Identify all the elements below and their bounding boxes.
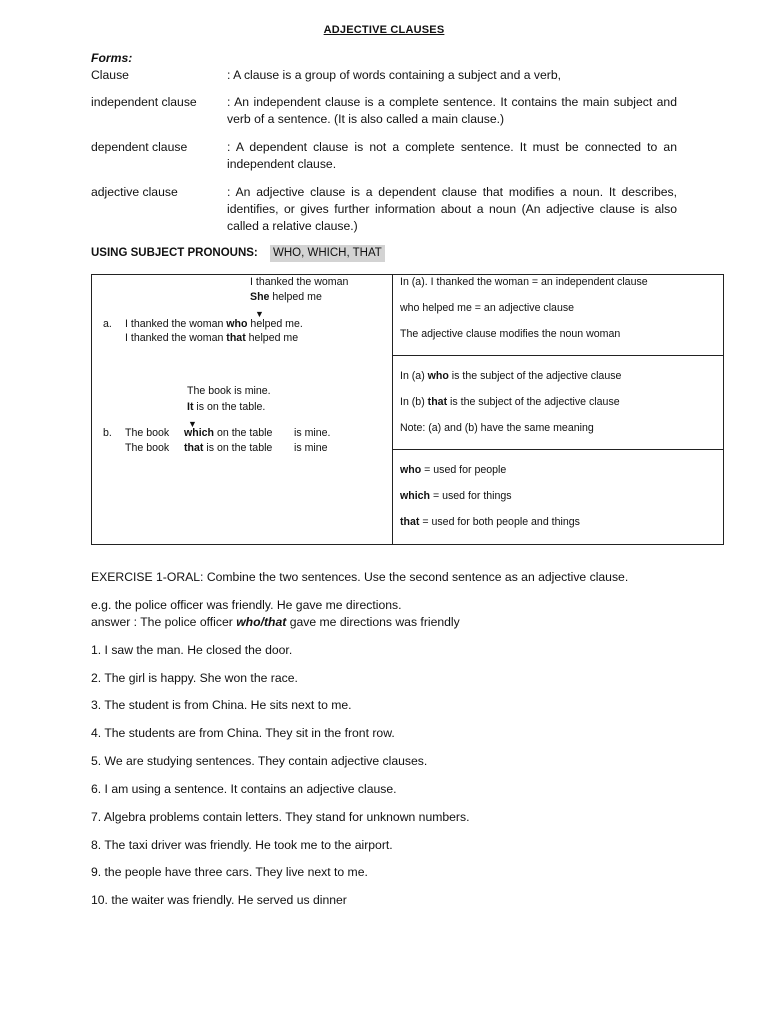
usage-line: that = used for both people and things (400, 516, 580, 528)
example-b-sentence-1: The book is mine. (187, 385, 271, 397)
example-a-sentence-2: She helped me (250, 291, 322, 303)
explanation-line: Note: (a) and (b) have the same meaning (400, 422, 594, 434)
definition-text: : A clause is a group of words containing a subject and a verb, (227, 68, 562, 82)
example-b-combined-2-start: The book (125, 442, 170, 454)
example-b-combined-1-clause: which on the table (184, 427, 273, 439)
arrow-down-icon: ▼ (188, 419, 197, 429)
exercise-item: 3. The student is from China. He sits next to me. (91, 698, 352, 712)
exercise-answer: answer : The police officer who/that gave me directions was friendly (91, 615, 460, 629)
explanation-line: In (a). I thanked the woman = an independent clause (400, 276, 648, 288)
highlighted-pronouns: WHO, WHICH, THAT (270, 245, 385, 262)
table-divider (392, 355, 724, 356)
example-b-sentence-2: It is on the table. (187, 401, 266, 413)
page-title: ADJECTIVE CLAUSES (323, 24, 445, 36)
exercise-item: 7. Algebra problems contain letters. They stand for unknown numbers. (91, 810, 470, 824)
exercise-item: 5. We are studying sentences. They contain adjective clauses. (91, 754, 428, 768)
example-a-combined-2: I thanked the woman that helped me (125, 332, 299, 344)
definition-term: Clause (91, 68, 129, 82)
arrow-down-icon: ▼ (255, 309, 264, 319)
table-divider (392, 449, 724, 450)
explanation-line: In (a) who is the subject of the adjective clause (400, 370, 622, 382)
example-a-combined-1: I thanked the woman who helped me. (125, 318, 303, 330)
example-b-marker: b. (103, 427, 112, 439)
usage-line: which = used for things (400, 490, 512, 502)
exercise-item: 10. the waiter was friendly. He served us dinner (91, 893, 347, 907)
explanation-line: The adjective clause modifies the noun woman (400, 328, 621, 340)
usage-line: who = used for people (400, 464, 507, 476)
definition-text: : A dependent clause is not a complete sentence. It must be connected to an independent clause. (227, 140, 677, 171)
explanation-line: In (b) that is the subject of the adjective clause (400, 396, 620, 408)
exercise-item: 6. I am using a sentence. It contains an adjective clause. (91, 782, 397, 796)
table-divider (392, 274, 393, 545)
exercise-item: 4. The students are from China. They sit in the front row. (91, 726, 395, 740)
example-b-combined-1-end: is mine. (294, 427, 331, 439)
example-a-sentence-1: I thanked the woman (250, 276, 349, 288)
exercise-item: 2. The girl is happy. She won the race. (91, 671, 298, 685)
definition-term: dependent clause (91, 140, 188, 154)
definition-text: : An independent clause is a complete sentence. It contains the main subject and verb of a sentence. (It is also called a main clause.) (227, 95, 677, 126)
exercise-heading: EXERCISE 1-ORAL: Combine the two sentences. Use the second sentence as an adjective clause. (91, 570, 629, 584)
example-b-combined-2-end: is mine (294, 442, 328, 454)
exercise-item: 1. I saw the man. He closed the door. (91, 643, 293, 657)
exercise-item: 9. the people have three cars. They live next to me. (91, 865, 368, 879)
exercise-example: e.g. the police officer was friendly. He gave me directions. (91, 598, 402, 612)
definition-text: : An adjective clause is a dependent clause that modifies a noun. It describes, identifies, or gives further information about a noun (An adjective clause is also called a relative clause.) (227, 185, 677, 233)
exercise-item: 8. The taxi driver was friendly. He took me to the airport. (91, 838, 393, 852)
explanation-line: who helped me = an adjective clause (400, 302, 575, 314)
forms-label: Forms: (91, 51, 133, 65)
example-b-combined-2-clause: that is on the table (184, 442, 273, 454)
definition-term: independent clause (91, 95, 197, 109)
section-heading: USING SUBJECT PRONOUNS: (91, 247, 258, 259)
definition-term: adjective clause (91, 185, 178, 199)
example-b-combined-1-start: The book (125, 427, 170, 439)
example-a-marker: a. (103, 318, 112, 330)
